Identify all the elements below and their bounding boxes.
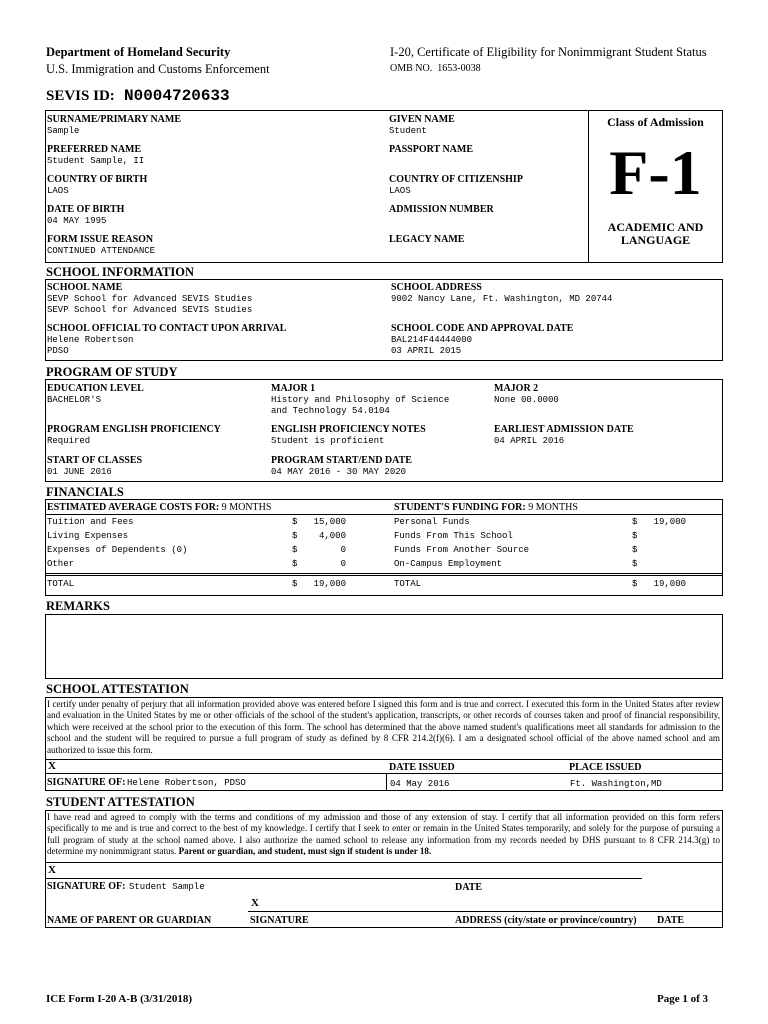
cost-item-name: Living Expenses	[47, 531, 129, 541]
funding-item-currency: $	[632, 531, 638, 541]
form-issue-reason-label: FORM ISSUE REASON	[47, 234, 154, 245]
remarks-text	[46, 615, 722, 621]
guardian-signature-line	[248, 911, 722, 912]
costs-total-amount: 19,000	[313, 579, 346, 589]
funding-item-name: Funds From Another Source	[394, 545, 530, 555]
sevis-id-value: N0004720633	[124, 87, 230, 105]
cost-item-currency: $	[292, 517, 298, 527]
financials-total-divider	[46, 573, 722, 574]
cost-item-name: Expenses of Dependents (0)	[47, 545, 188, 555]
costs-total-currency: $	[292, 579, 298, 589]
funding-item-currency: $	[632, 517, 638, 527]
agency-name: U.S. Immigration and Customs Enforcement	[46, 62, 270, 76]
form-identifier: ICE Form I-20 A-B (3/31/2018)	[46, 993, 193, 1005]
school-attestation-divider	[46, 759, 722, 760]
admission-number-label: ADMISSION NUMBER	[389, 204, 494, 215]
remarks-box	[45, 614, 723, 679]
surname-label: SURNAME/PRIMARY NAME	[47, 114, 181, 125]
student-signature-label: SIGNATURE OF:	[47, 881, 126, 892]
start-of-classes-label: START OF CLASSES	[47, 455, 143, 466]
country-of-birth-label: COUNTRY OF BIRTH	[47, 174, 148, 185]
omb-number	[390, 63, 481, 74]
school-information-heading: SCHOOL INFORMATION	[46, 265, 195, 279]
major1-line2: and Technology 54.0104	[271, 406, 390, 416]
major2-value: None 00.0000	[494, 395, 559, 405]
funding-total-label: TOTAL	[394, 579, 422, 589]
school-signature-x-mark: X	[48, 760, 56, 772]
cost-item-amount: 0	[340, 545, 346, 555]
cost-item-currency: $	[292, 531, 298, 541]
school-address-label: SCHOOL ADDRESS	[391, 282, 482, 293]
school-address-value: 9002 Nancy Lane, Ft. Washington, MD 20744	[391, 294, 613, 304]
english-notes-value: Student is proficient	[271, 436, 385, 446]
school-official-label: SCHOOL OFFICIAL TO CONTACT UPON ARRIVAL	[47, 323, 287, 334]
financials-heading: FINANCIALS	[46, 485, 124, 499]
student-date-label: DATE	[455, 882, 483, 893]
country-of-citizenship-label: COUNTRY OF CITIZENSHIP	[389, 174, 523, 185]
student-attestation-heading: STUDENT ATTESTATION	[46, 795, 195, 809]
school-attestation-text: I certify under penalty of perjury that all information provided above was entered before I signed this form and is true and correct. I executed this form in the United States after review and evaluation in the United States by me or other officials of the school of the student's application, transcripts, or other records of courses taken and proof of financial responsibility, which were received at the school prior to the execution of this form. The school has determined that the above named student's qualifications meet all standards for admission to the school and the student will be required to pursue a full program of study as defined by 8 CFR 214.2(f)(6). I am a designated school official of the above named school and am authorized to issue this form.	[47, 699, 720, 755]
school-code-value: BAL214F44444000	[391, 335, 473, 345]
costs-total-label: TOTAL	[47, 579, 75, 589]
school-signature-divider	[386, 773, 387, 790]
school-information-box	[45, 279, 723, 361]
student-attestation-divider	[46, 862, 722, 863]
financials-header-divider	[46, 514, 722, 515]
class-of-admission-code: F-1	[609, 137, 702, 208]
class-of-admission-label: Class of Admission	[607, 115, 704, 129]
cost-item-name: Tuition and Fees	[47, 517, 134, 527]
date-issued-value: 04 May 2016	[390, 779, 450, 789]
school-approval-date: 03 APRIL 2015	[391, 346, 462, 356]
department-name: Department of Homeland Security	[46, 45, 231, 59]
given-name-label: GIVEN NAME	[389, 114, 455, 125]
major1-label: MAJOR 1	[271, 383, 316, 394]
student-signature-line	[46, 878, 642, 879]
earliest-admission-label: EARLIEST ADMISSION DATE	[494, 424, 634, 435]
country-of-citizenship-value: LAOS	[389, 186, 411, 196]
guardian-date-label: DATE	[657, 915, 685, 926]
cost-item-amount: 4,000	[318, 531, 346, 541]
preferred-name-value: Student Sample, II	[47, 156, 145, 166]
sevis-id-label: SEVIS ID:	[46, 88, 115, 104]
major1-line1: History and Philosophy of Science	[271, 395, 450, 405]
funding-item-currency: $	[632, 545, 638, 555]
legacy-name-label: LEGACY NAME	[389, 234, 465, 245]
education-level-value: BACHELOR'S	[47, 395, 102, 405]
guardian-address-label: ADDRESS (city/state or province/country)	[455, 915, 637, 926]
country-of-birth-value: LAOS	[47, 186, 69, 196]
major2-label: MAJOR 2	[494, 383, 539, 394]
remarks-heading: REMARKS	[46, 599, 110, 613]
funding-label: STUDENT'S FUNDING FOR:	[394, 502, 526, 513]
passport-name-label: PASSPORT NAME	[389, 144, 474, 155]
page-number: Page 1 of 3	[656, 993, 708, 1005]
place-issued-value: Ft. Washington,MD	[570, 779, 662, 789]
form-issue-reason-value: CONTINUED ATTENDANCE	[47, 246, 156, 256]
school-signature-label: SIGNATURE OF:	[47, 777, 126, 788]
funding-item-amount: 19,000	[653, 517, 686, 527]
program-dates-value: 04 MAY 2016 - 30 MAY 2020	[271, 467, 407, 477]
school-name-line1: SEVP School for Advanced SEVIS Studies	[47, 294, 253, 304]
funding-item-name: On-Campus Employment	[394, 559, 503, 569]
student-attestation-text	[47, 812, 720, 858]
given-name-value: Student	[389, 126, 427, 136]
school-official-name: Helene Robertson	[47, 335, 134, 345]
program-english-label: PROGRAM ENGLISH PROFICIENCY	[47, 424, 221, 435]
school-official-title: PDSO	[47, 346, 69, 356]
funding-total-amount: 19,000	[653, 579, 686, 589]
funding-item-name: Personal Funds	[394, 517, 470, 527]
place-issued-label: PLACE ISSUED	[569, 762, 642, 773]
earliest-admission-value: 04 APRIL 2016	[494, 436, 565, 446]
funding-total-currency: $	[632, 579, 638, 589]
cost-item-amount: 15,000	[313, 517, 346, 527]
school-name-line2: SEVP School for Advanced SEVIS Studies	[47, 305, 253, 315]
school-name-label: SCHOOL NAME	[47, 282, 123, 293]
cost-item-currency: $	[292, 545, 298, 555]
cost-item-name: Other	[47, 559, 75, 569]
program-dates-label: PROGRAM START/END DATE	[271, 455, 412, 466]
preferred-name-label: PREFERRED NAME	[47, 144, 142, 155]
school-code-label: SCHOOL CODE AND APPROVAL DATE	[391, 323, 574, 334]
omb-value: 1653-0038	[437, 63, 481, 74]
school-signature-line	[46, 773, 722, 774]
funding-item-currency: $	[632, 559, 638, 569]
date-of-birth-value: 04 MAY 1995	[47, 216, 107, 226]
date-of-birth-label: DATE OF BIRTH	[47, 204, 125, 215]
program-english-value: Required	[47, 436, 91, 446]
financials-total-divider-2	[46, 575, 722, 576]
student-signer-name: Student Sample	[129, 882, 205, 892]
parent-guardian-name-label: NAME OF PARENT OR GUARDIAN	[47, 915, 212, 926]
guardian-signature-x-mark: X	[251, 897, 259, 909]
start-of-classes-value: 01 JUNE 2016	[47, 467, 112, 477]
education-level-label: EDUCATION LEVEL	[47, 383, 144, 394]
cost-item-amount: 0	[340, 559, 346, 569]
costs-label: ESTIMATED AVERAGE COSTS FOR:	[47, 502, 220, 513]
form-title: I-20, Certificate of Eligibility for Nonimmigrant Student Status	[390, 45, 707, 59]
surname-value: Sample	[47, 126, 80, 136]
funding-header	[394, 502, 578, 513]
school-signer-name: Helene Robertson, PDSO	[127, 778, 246, 788]
student-signature-x-mark: X	[48, 864, 56, 876]
costs-header	[47, 502, 271, 513]
date-issued-label: DATE ISSUED	[389, 762, 455, 773]
guardian-signature-label: SIGNATURE	[250, 915, 309, 926]
omb-label: OMB NO.	[390, 63, 433, 74]
student-attestation-body: I have read and agreed to comply with the terms and conditions of my admission and those of any extension of stay. I certify that all information provided on this form refers specifically to me and is true and correct to the best of my knowledge. I certify that I seek to enter or remain in the United States temporarily, and solely for the purpose of pursuing a full program of study at the school named above. I also authorize the named school to release any information from my records needed by DHS pursuant to 8 CFR 214.3(g) to determine my nonimmigrant status.	[47, 812, 720, 857]
costs-period: 9 MONTHS	[221, 502, 272, 513]
funding-period: 9 MONTHS	[528, 502, 578, 513]
school-attestation-heading: SCHOOL ATTESTATION	[46, 682, 189, 696]
admission-category-line2: LANGUAGE	[620, 233, 691, 247]
student-attestation-guardian-note: Parent or guardian, and student, must sign if student is under 18.	[178, 846, 432, 857]
english-notes-label: ENGLISH PROFICIENCY NOTES	[271, 424, 426, 435]
funding-item-name: Funds From This School	[394, 531, 513, 541]
cost-item-currency: $	[292, 559, 298, 569]
admission-category-line1: ACADEMIC AND	[607, 220, 704, 234]
program-of-study-heading: PROGRAM OF STUDY	[46, 365, 178, 379]
